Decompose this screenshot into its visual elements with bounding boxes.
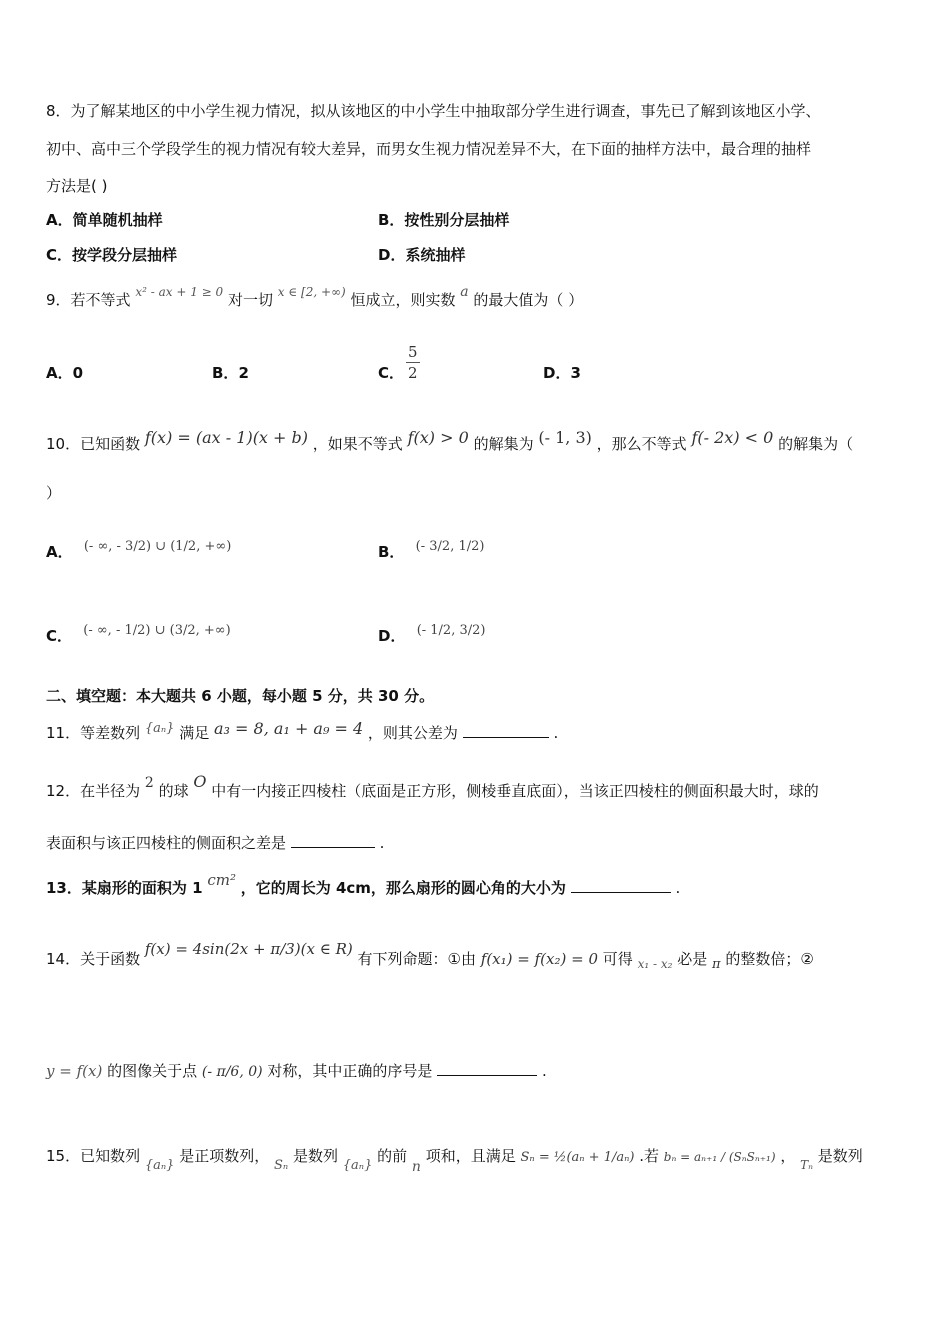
q10-suffix: 的解集为（	[778, 435, 854, 453]
section-heading-fill-in: 二、填空题：本大题共 6 小题，每小题 5 分，共 30 分。	[46, 687, 435, 705]
q15-mid3: 的前	[377, 1147, 408, 1165]
q9-option-c-denominator: 2	[408, 363, 418, 382]
q9-suffix: 的最大值为（ ）	[473, 291, 584, 309]
q9-option-c-fraction	[406, 342, 420, 383]
q8-option-c[interactable]: C．按学段分层抽样	[46, 246, 178, 264]
q9-option-c-label: C．	[378, 364, 405, 382]
q11-answer-blank[interactable]	[463, 721, 549, 738]
q9-option-d-label: D．	[543, 364, 571, 382]
q10-mid3: ，那么不等式	[596, 435, 687, 453]
q10-option-b[interactable]	[378, 541, 484, 565]
q15-tn: Tₙ	[800, 1158, 813, 1172]
q9-mid2: 恒成立，则实数	[350, 291, 456, 309]
q14-mid3: 必是	[677, 950, 708, 968]
q11-mid: 满足	[179, 724, 210, 742]
q10-inequality2: f(- 2x) < 0	[691, 428, 774, 447]
q15-mid: 是正项数列，	[179, 1147, 270, 1165]
q13-end: .	[675, 879, 681, 897]
q15-stem	[46, 1145, 904, 1175]
q14-line2-function: y = f(x)	[46, 1062, 103, 1080]
q9-option-d[interactable]	[543, 362, 581, 384]
q15-mid2: 是数列	[292, 1147, 338, 1165]
q12-line2	[46, 831, 904, 854]
q13-mid: ，它的周长为 4cm，那么扇形的圆心角的大小为	[240, 879, 566, 897]
q9-inequality: x² - ax + 1 ≥ 0	[135, 285, 224, 299]
q11-suffix: ，则其公差为	[367, 724, 458, 742]
q13-unit: cm²	[207, 871, 236, 889]
q10-option-a-value: (- ∞, - 3/2) ∪ (1/2, +∞)	[83, 539, 232, 554]
q11-sequence: {aₙ}	[144, 721, 175, 736]
q14-difference: x₁ - x₂	[637, 957, 673, 971]
q15-n: n	[411, 1159, 421, 1175]
q10-option-d[interactable]	[378, 625, 485, 649]
q10-mid1: ，如果不等式	[312, 435, 403, 453]
q14-condition: f(x₁) = f(x₂) = 0	[480, 950, 598, 968]
q8-line3: 方法是( )	[46, 177, 108, 195]
q15-mid5: .若	[639, 1147, 660, 1165]
q9-option-c[interactable]	[378, 340, 422, 384]
q9-option-a[interactable]	[46, 362, 83, 384]
q8-option-a[interactable]: A．简单随机抽样	[46, 211, 163, 229]
q12-line2-text: 表面积与该正四棱柱的侧面积之差是	[46, 834, 287, 852]
q14-suffix: 的整数倍；②	[725, 950, 814, 968]
q9-domain: x ∈ [2, +∞)	[277, 285, 346, 299]
q10-prefix: 10．已知函数	[46, 435, 141, 453]
q15-bn: bₙ = aₙ₊₁ / (SₙSₙ₊₁)	[663, 1150, 776, 1164]
q10-option-b-label: B．	[378, 543, 405, 561]
q14-function: f(x) = 4sin(2x + π/3)(x ∈ R)	[144, 940, 353, 958]
q12-center: O	[193, 772, 207, 791]
q14-mid: 有下列命题：①由	[357, 950, 476, 968]
q9-option-d-value: 3	[570, 364, 581, 382]
q10-option-c-value: (- ∞, - 1/2) ∪ (3/2, +∞)	[83, 623, 231, 638]
q10-option-c[interactable]	[46, 625, 231, 649]
q8-option-b[interactable]: B．按性别分层抽样	[378, 211, 510, 229]
q14-point: (- π/6, 0)	[201, 1064, 263, 1080]
q12-answer-blank[interactable]	[291, 831, 375, 848]
q14-line2-suffix: 对称，其中正确的序号是	[267, 1062, 433, 1080]
q9-var: a	[460, 284, 469, 300]
q12-mid: 的球	[158, 782, 189, 800]
q14-prefix: 14．关于函数	[46, 950, 141, 968]
q13-prefix: 13．某扇形的面积为 1	[46, 879, 203, 897]
q11-condition: a₃ = 8, a₁ + a₉ = 4	[214, 719, 364, 738]
q10-close-paren: ）	[46, 484, 62, 502]
q8-option-d[interactable]: D．系统抽样	[378, 246, 466, 264]
q15-sequence: {aₙ}	[144, 1158, 175, 1173]
q9-option-b-value: 2	[238, 364, 249, 382]
q10-option-a-label: A．	[46, 543, 73, 561]
q15-suffix: 是数列	[817, 1147, 863, 1165]
q10-option-d-label: D．	[378, 627, 406, 645]
q10-function: f(x) = (ax - 1)(x + b)	[144, 428, 309, 447]
q14-line1	[46, 940, 904, 972]
q10-solution-set: (- 1, 3)	[538, 428, 592, 447]
q10-option-b-value: (- 3/2, 1/2)	[415, 539, 485, 554]
q14-end: .	[541, 1062, 547, 1080]
q9-option-b-label: B．	[212, 364, 239, 382]
q9-option-a-value: 0	[72, 364, 84, 382]
q14-mid2: 可得	[602, 950, 633, 968]
q12-rest: 中有一内接正四棱柱（底面是正方形，侧棱垂直底面），当该正四棱柱的侧面积最大时，球的	[211, 782, 819, 800]
q10-stem	[46, 428, 904, 455]
q13-stem	[46, 871, 904, 899]
q12-end: .	[379, 834, 385, 852]
q15-prefix: 15．已知数列	[46, 1147, 141, 1165]
q12-radius: 2	[144, 775, 154, 791]
q9-option-c-numerator: 5	[408, 342, 418, 361]
q9-prefix: 9．若不等式	[46, 291, 131, 309]
q11-stem	[46, 721, 904, 746]
q15-mid4: 项和，且满足	[425, 1147, 516, 1165]
q12-line1	[46, 772, 904, 803]
q13-answer-blank[interactable]	[571, 876, 671, 893]
q14-pi: π	[712, 957, 721, 972]
q11-end: .	[553, 724, 559, 742]
q10-option-a[interactable]	[46, 541, 231, 565]
q10-mid2: 的解集为	[473, 435, 534, 453]
q15-sequence2: {aₙ}	[342, 1158, 373, 1173]
q8-line2: 初中、高中三个学段学生的视力情况有较大差异，而男女生视力情况差异不大，在下面的抽样方法中，最合理的抽样	[46, 140, 812, 158]
q14-answer-blank[interactable]	[437, 1059, 537, 1076]
q9-stem	[46, 284, 904, 312]
q12-prefix: 12．在半径为	[46, 782, 141, 800]
q14-line2	[46, 1059, 904, 1083]
q10-inequality1: f(x) > 0	[407, 428, 469, 447]
q8-line1: 8．为了解某地区的中小学生视力情况，拟从该地区的中小学生中抽取部分学生进行调查，事先已了解到该地区小学、	[46, 102, 821, 120]
q9-option-b[interactable]	[212, 362, 249, 384]
q11-prefix: 11．等差数列	[46, 724, 141, 742]
q10-option-d-value: (- 1/2, 3/2)	[416, 623, 486, 638]
q15-condition: Sₙ = ½(aₙ + 1/aₙ)	[520, 1150, 635, 1165]
q15-comma: ，	[780, 1147, 796, 1165]
q14-line2-mid: 的图像关于点	[107, 1062, 198, 1080]
q9-mid: 对一切	[227, 291, 273, 309]
q9-option-a-label: A．	[46, 364, 73, 382]
q10-option-c-label: C．	[46, 627, 73, 645]
q15-sum-sn: Sₙ	[274, 1158, 289, 1173]
